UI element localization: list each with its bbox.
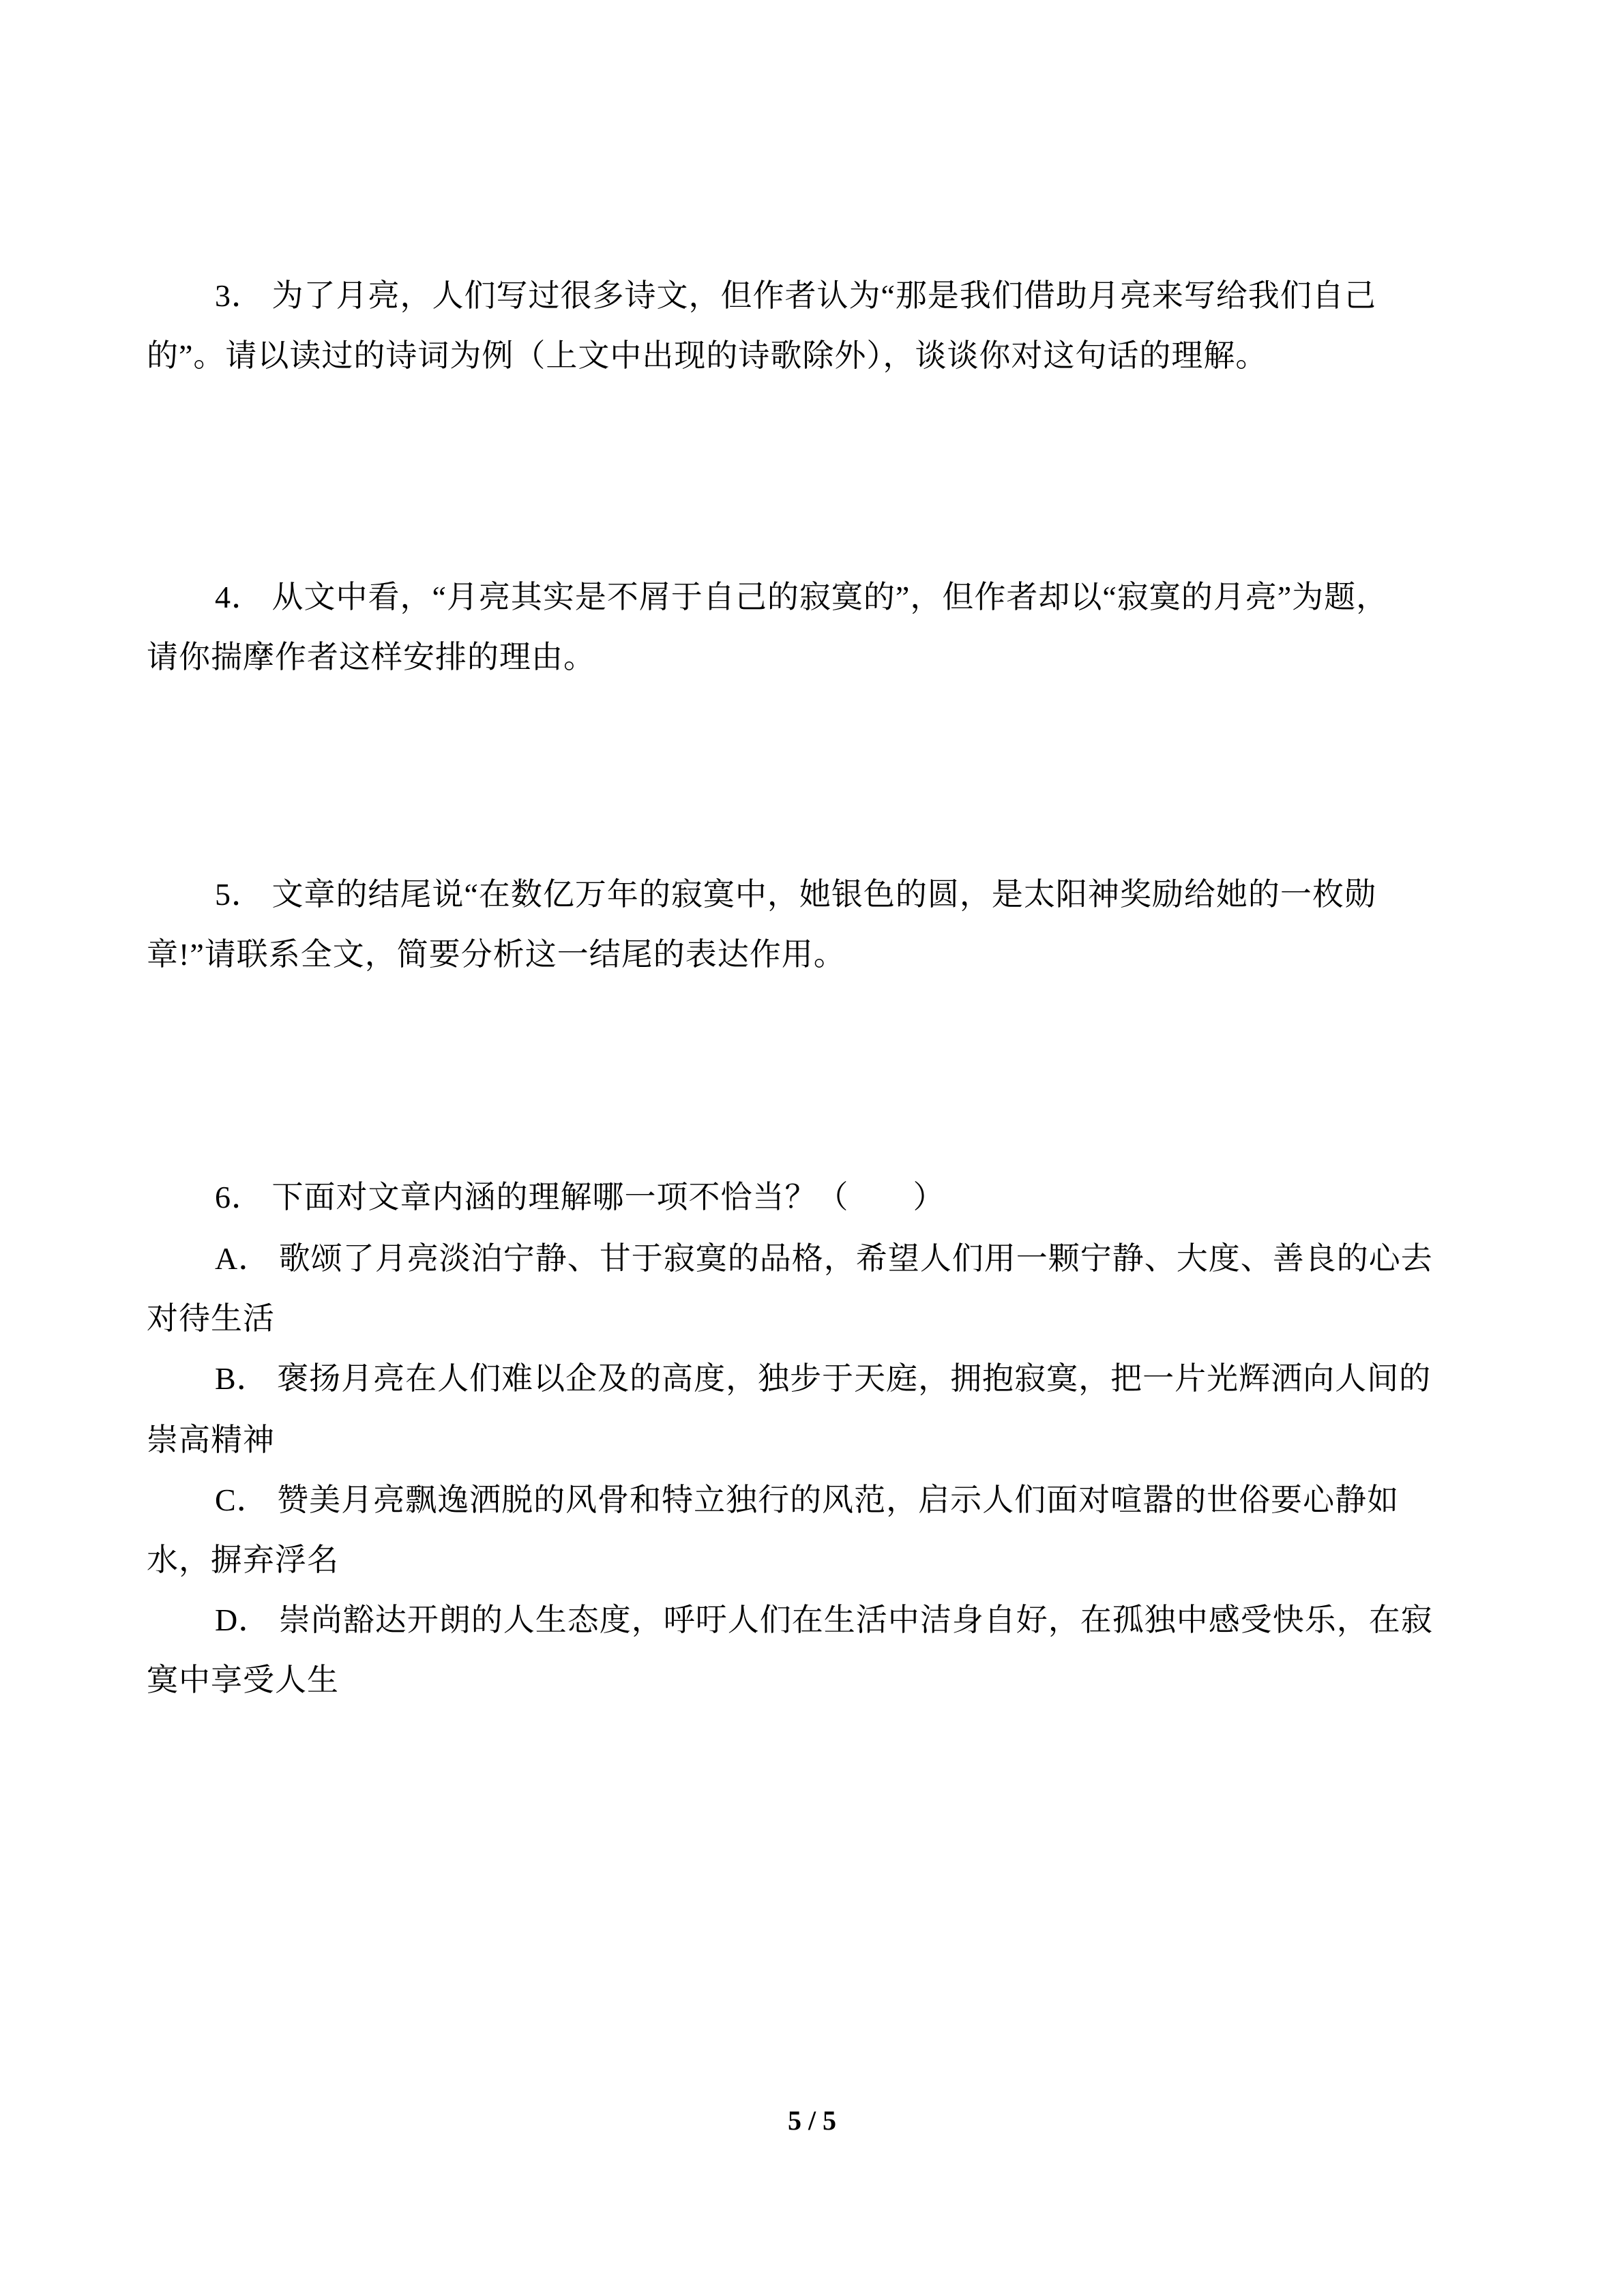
- option-b-line-1: B． 褒扬月亮在人们难以企及的高度，独步于天庭，拥抱寂寞，把一片光辉洒向人间的: [215, 1361, 1432, 1396]
- answer-space-q5: [147, 979, 1552, 1173]
- page-number: 5 / 5: [787, 2105, 837, 2136]
- option-c-line-2: 水，摒弃浮名: [147, 1542, 339, 1577]
- option-a-line-2: 对待生活: [147, 1301, 275, 1336]
- answer-space-q3: [147, 382, 1552, 573]
- question-4-line-2: 请你揣摩作者这样安排的理由。: [147, 640, 595, 674]
- answer-space-q4: [147, 682, 1552, 869]
- question-5-line-1: 5． 文章的结尾说“在数亿万年的寂寞中，她银色的圆，是太阳神奖励给她的一枚勋: [215, 877, 1376, 912]
- question-3-line-2: 的”。请以读过的诗词为例（上文中出现的诗歌除外），谈谈你对这句话的理解。: [147, 338, 1268, 373]
- option-c-line-1: C． 赞美月亮飘逸洒脱的风骨和特立独行的风范，启示人们面对喧嚣的世俗要心静如: [215, 1482, 1400, 1517]
- question-5-line-2: 章!”请联系全文，简要分析这一结尾的表达作用。: [147, 937, 846, 972]
- option-a-line-1: A． 歌颂了月亮淡泊宁静、甘于寂寞的品格，希望人们用一颗宁静、大度、善良的心去: [215, 1241, 1433, 1276]
- question-4-line-1: 4． 从文中看，“月亮其实是不屑于自己的寂寞的”，但作者却以“寂寞的月亮”为题，: [215, 580, 1389, 614]
- option-b-line-2: 崇高精神: [147, 1422, 275, 1457]
- question-3-line-1: 3． 为了月亮，人们写过很多诗文，但作者认为“那是我们借助月亮来写给我们自己: [215, 278, 1376, 313]
- option-d-line-1: D． 崇尚豁达开朗的人生态度，呼吁人们在生活中洁身自好，在孤独中感受快乐，在寂: [215, 1602, 1433, 1637]
- option-d-line-2: 寞中享受人生: [147, 1663, 339, 1697]
- question-6-stem: 6． 下面对文章内涵的理解哪一项不恰当？（ ）: [215, 1180, 945, 1214]
